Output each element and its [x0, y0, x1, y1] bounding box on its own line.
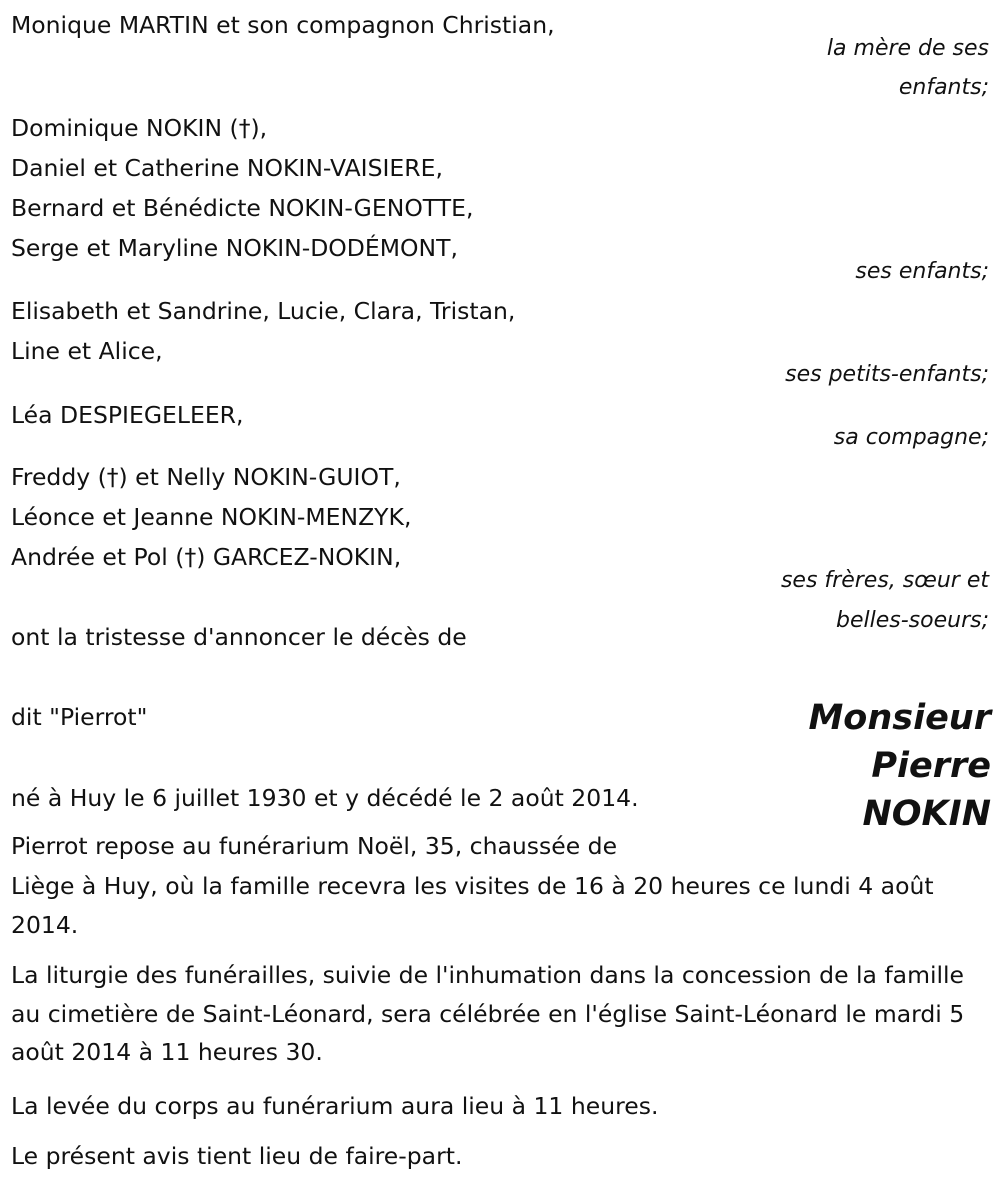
child-line-4: Serge et Maryline NOKIN-DODÉMONT, [11, 234, 458, 262]
grandchild-line-1: Elisabeth et Sandrine, Lucie, Clara, Tristan, [11, 297, 516, 325]
faire-part: Le présent avis tient lieu de faire-part. [11, 1142, 463, 1170]
liturgy: La liturgie des funérailles, suivie de l'inhumation dans la concession de la famille au cimetière de Saint-Léonard, sera célébrée en l'église Saint-Léonard le mardi 5 août 2014 à 11 heures 30. [11, 961, 965, 1066]
levee-du-corps: La levée du corps au funérarium aura lieu à 11 heures. [11, 1092, 659, 1120]
sibling-line-3: Andrée et Pol (†) GARCEZ-NOKIN, [11, 543, 402, 571]
birth-death: né à Huy le 6 juillet 1930 et y décédé le 2 août 2014. [11, 784, 639, 812]
funerarium-line-1: Pierrot repose au funérarium Noël, 35, chaussée de [11, 832, 618, 860]
deceased-name-line-2: Pierre [871, 746, 991, 786]
companion-line: Léa DESPIEGELEER, [11, 401, 244, 429]
mother-relation-line-1: la mère de ses [826, 36, 989, 61]
sibling-line-1: Freddy (†) et Nelly NOKIN-GUIOT, [11, 463, 401, 491]
deceased-name-line-1: Monsieur [808, 698, 991, 738]
siblings-relation-line-2: belles-soeurs; [836, 608, 989, 633]
grandchild-line-2: Line et Alice, [11, 337, 163, 365]
mother-line: Monique MARTIN et son compagnon Christian, [11, 11, 555, 39]
grandchildren-relation: ses petits-enfants; [785, 362, 989, 387]
child-line-2: Daniel et Catherine NOKIN-VAISIERE, [11, 154, 443, 182]
funerarium-visits: Liège à Huy, où la famille recevra les visites de 16 à 20 heures ce lundi 4 août 2014. [11, 872, 934, 939]
mother-relation-line-2: enfants; [898, 75, 989, 100]
child-line-3: Bernard et Bénédicte NOKIN-GENOTTE, [11, 194, 474, 222]
siblings-relation-line-1: ses frères, sœur et [780, 568, 989, 593]
sibling-line-2: Léonce et Jeanne NOKIN-MENZYK, [11, 503, 412, 531]
nickname: dit "Pierrot" [11, 703, 148, 731]
children-relation: ses enfants; [855, 259, 989, 284]
announcement: ont la tristesse d'annoncer le décès de [11, 623, 467, 651]
companion-relation: sa compagne; [833, 425, 989, 450]
child-line-1: Dominique NOKIN (†), [11, 114, 268, 142]
deceased-name-line-3: NOKIN [862, 794, 991, 834]
